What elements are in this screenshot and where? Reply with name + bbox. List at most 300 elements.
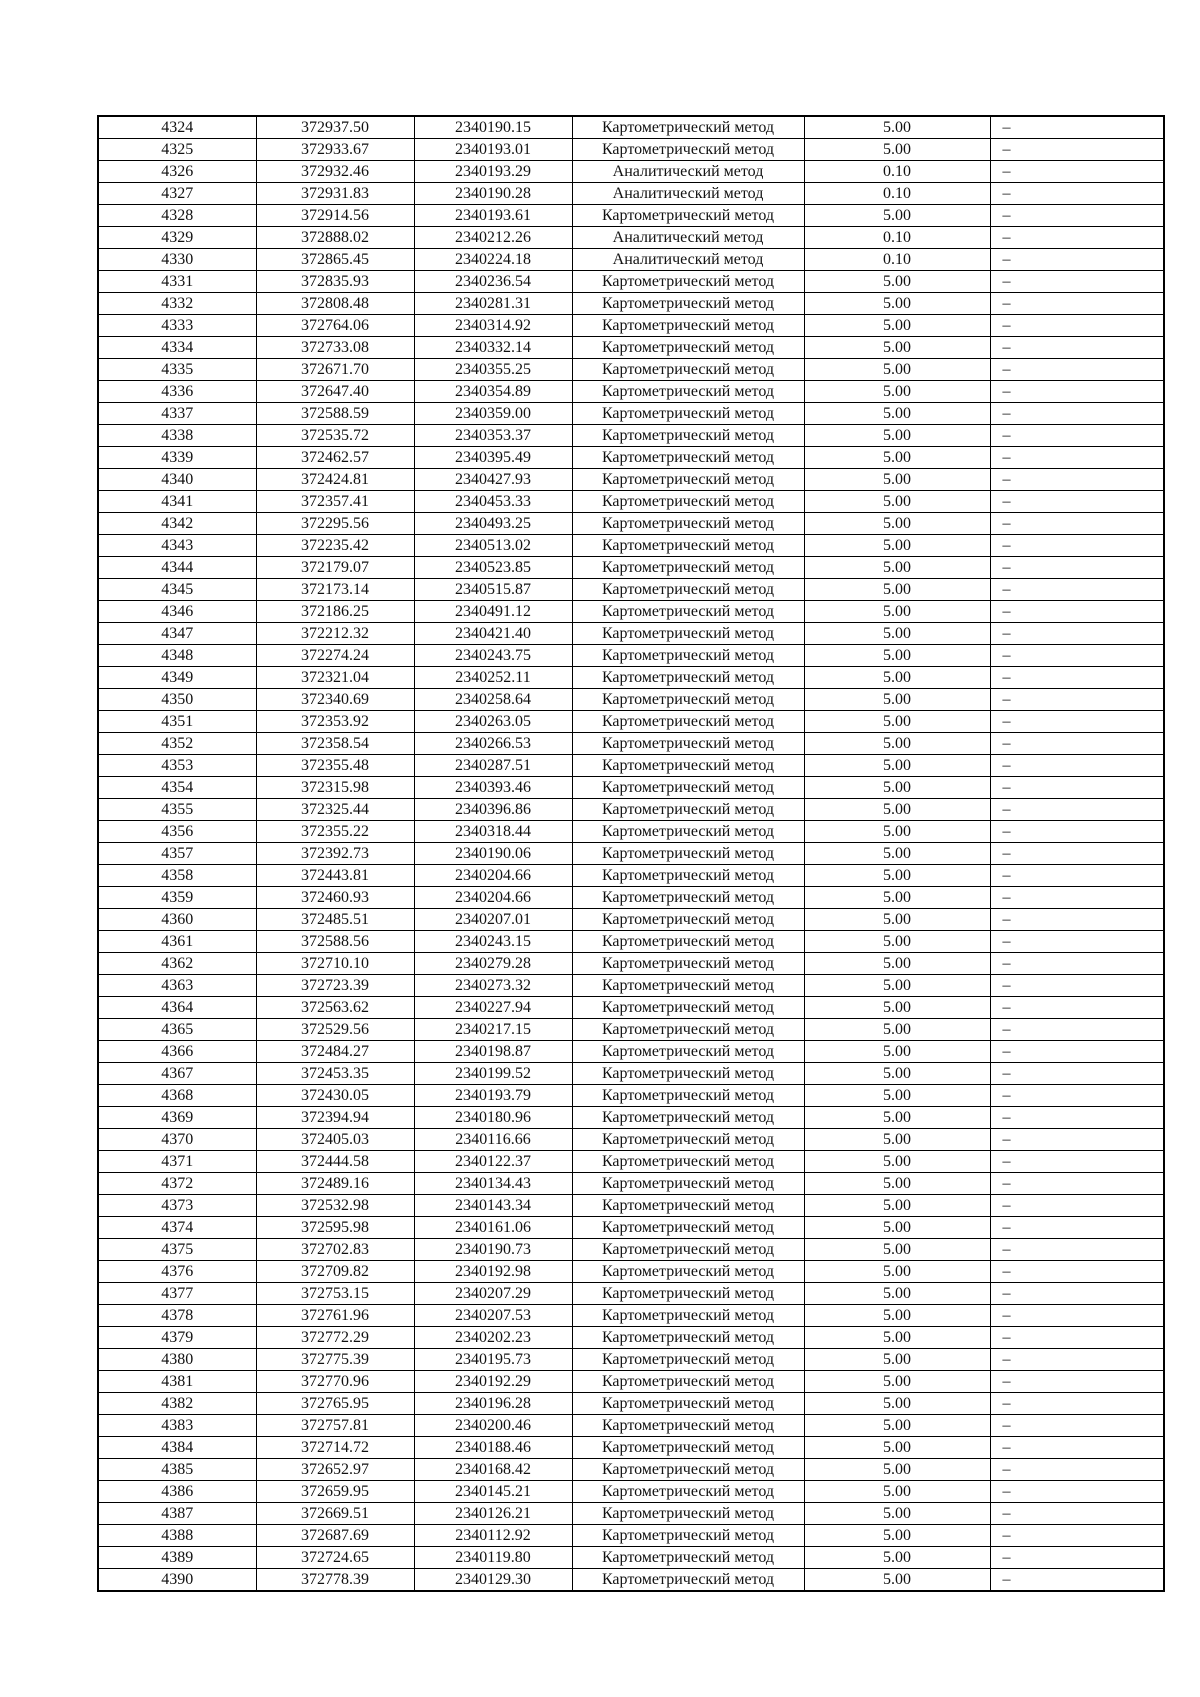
y-coordinate-cell: 2340421.40: [414, 623, 572, 645]
method-cell: Картометрический метод: [572, 116, 804, 139]
note-cell: –: [990, 447, 1164, 469]
point-number-cell: 4387: [98, 1503, 256, 1525]
y-coordinate-cell: 2340523.85: [414, 557, 572, 579]
method-cell: Картометрический метод: [572, 1151, 804, 1173]
method-cell: Картометрический метод: [572, 139, 804, 161]
accuracy-cell: 5.00: [804, 733, 990, 755]
y-coordinate-cell: 2340190.73: [414, 1239, 572, 1261]
table-row: [98, 1371, 1164, 1393]
x-coordinate-cell: 372444.58: [256, 1151, 414, 1173]
note-cell: –: [990, 667, 1164, 689]
point-number-cell: 4347: [98, 623, 256, 645]
method-cell: Картометрический метод: [572, 601, 804, 623]
y-coordinate-cell: 2340129.30: [414, 1569, 572, 1592]
y-coordinate-cell: 2340116.66: [414, 1129, 572, 1151]
point-number-cell: 4386: [98, 1481, 256, 1503]
note-cell: –: [990, 535, 1164, 557]
method-cell: Картометрический метод: [572, 1107, 804, 1129]
x-coordinate-cell: 372770.96: [256, 1371, 414, 1393]
accuracy-cell: 5.00: [804, 799, 990, 821]
method-cell: Картометрический метод: [572, 1327, 804, 1349]
method-cell: Картометрический метод: [572, 447, 804, 469]
accuracy-cell: 5.00: [804, 953, 990, 975]
x-coordinate-cell: 372535.72: [256, 425, 414, 447]
accuracy-cell: 5.00: [804, 337, 990, 359]
note-cell: –: [990, 1569, 1164, 1592]
point-number-cell: 4377: [98, 1283, 256, 1305]
accuracy-cell: 5.00: [804, 997, 990, 1019]
y-coordinate-cell: 2340204.66: [414, 887, 572, 909]
point-number-cell: 4355: [98, 799, 256, 821]
x-coordinate-cell: 372315.98: [256, 777, 414, 799]
table-row: [98, 403, 1164, 425]
table-row: [98, 579, 1164, 601]
y-coordinate-cell: 2340143.34: [414, 1195, 572, 1217]
method-cell: Картометрический метод: [572, 909, 804, 931]
table-row: [98, 1085, 1164, 1107]
y-coordinate-cell: 2340224.18: [414, 249, 572, 271]
accuracy-cell: 5.00: [804, 425, 990, 447]
note-cell: –: [990, 1217, 1164, 1239]
table-row: [98, 1261, 1164, 1283]
x-coordinate-cell: 372714.72: [256, 1437, 414, 1459]
accuracy-cell: 5.00: [804, 711, 990, 733]
x-coordinate-cell: 372659.95: [256, 1481, 414, 1503]
y-coordinate-cell: 2340227.94: [414, 997, 572, 1019]
accuracy-cell: 5.00: [804, 447, 990, 469]
point-number-cell: 4365: [98, 1019, 256, 1041]
point-number-cell: 4370: [98, 1129, 256, 1151]
x-coordinate-cell: 372808.48: [256, 293, 414, 315]
x-coordinate-cell: 372937.50: [256, 116, 414, 139]
x-coordinate-cell: 372709.82: [256, 1261, 414, 1283]
x-coordinate-cell: 372453.35: [256, 1063, 414, 1085]
y-coordinate-cell: 2340258.64: [414, 689, 572, 711]
accuracy-cell: 5.00: [804, 1525, 990, 1547]
y-coordinate-cell: 2340427.93: [414, 469, 572, 491]
note-cell: –: [990, 1459, 1164, 1481]
y-coordinate-cell: 2340161.06: [414, 1217, 572, 1239]
x-coordinate-cell: 372865.45: [256, 249, 414, 271]
y-coordinate-cell: 2340180.96: [414, 1107, 572, 1129]
note-cell: –: [990, 1063, 1164, 1085]
point-number-cell: 4380: [98, 1349, 256, 1371]
method-cell: Картометрический метод: [572, 931, 804, 953]
note-cell: –: [990, 161, 1164, 183]
point-number-cell: 4345: [98, 579, 256, 601]
method-cell: Картометрический метод: [572, 1503, 804, 1525]
point-number-cell: 4360: [98, 909, 256, 931]
y-coordinate-cell: 2340332.14: [414, 337, 572, 359]
note-cell: –: [990, 293, 1164, 315]
accuracy-cell: 5.00: [804, 205, 990, 227]
accuracy-cell: 5.00: [804, 1569, 990, 1592]
y-coordinate-cell: 2340207.29: [414, 1283, 572, 1305]
method-cell: Картометрический метод: [572, 777, 804, 799]
method-cell: Картометрический метод: [572, 381, 804, 403]
x-coordinate-cell: 372484.27: [256, 1041, 414, 1063]
y-coordinate-cell: 2340393.46: [414, 777, 572, 799]
note-cell: –: [990, 227, 1164, 249]
accuracy-cell: 5.00: [804, 601, 990, 623]
x-coordinate-cell: 372489.16: [256, 1173, 414, 1195]
y-coordinate-cell: 2340493.25: [414, 513, 572, 535]
note-cell: –: [990, 469, 1164, 491]
x-coordinate-cell: 372355.22: [256, 821, 414, 843]
method-cell: Картометрический метод: [572, 755, 804, 777]
accuracy-cell: 5.00: [804, 1437, 990, 1459]
y-coordinate-cell: 2340355.25: [414, 359, 572, 381]
y-coordinate-cell: 2340395.49: [414, 447, 572, 469]
point-number-cell: 4343: [98, 535, 256, 557]
point-number-cell: 4338: [98, 425, 256, 447]
point-number-cell: 4327: [98, 183, 256, 205]
x-coordinate-cell: 372835.93: [256, 271, 414, 293]
point-number-cell: 4357: [98, 843, 256, 865]
accuracy-cell: 0.10: [804, 227, 990, 249]
method-cell: Картометрический метод: [572, 1217, 804, 1239]
table-row: [98, 601, 1164, 623]
table-row: [98, 381, 1164, 403]
method-cell: Картометрический метод: [572, 975, 804, 997]
accuracy-cell: 5.00: [804, 975, 990, 997]
x-coordinate-cell: 372340.69: [256, 689, 414, 711]
y-coordinate-cell: 2340212.26: [414, 227, 572, 249]
point-number-cell: 4354: [98, 777, 256, 799]
x-coordinate-cell: 372588.59: [256, 403, 414, 425]
method-cell: Картометрический метод: [572, 1569, 804, 1592]
table-row: [98, 1239, 1164, 1261]
y-coordinate-cell: 2340318.44: [414, 821, 572, 843]
note-cell: –: [990, 799, 1164, 821]
y-coordinate-cell: 2340126.21: [414, 1503, 572, 1525]
point-number-cell: 4352: [98, 733, 256, 755]
table-row: [98, 953, 1164, 975]
note-cell: –: [990, 315, 1164, 337]
note-cell: –: [990, 711, 1164, 733]
y-coordinate-cell: 2340168.42: [414, 1459, 572, 1481]
note-cell: –: [990, 1327, 1164, 1349]
method-cell: Картометрический метод: [572, 469, 804, 491]
x-coordinate-cell: 372173.14: [256, 579, 414, 601]
accuracy-cell: 5.00: [804, 1327, 990, 1349]
table-row: [98, 1459, 1164, 1481]
y-coordinate-cell: 2340196.28: [414, 1393, 572, 1415]
note-cell: –: [990, 1173, 1164, 1195]
table-row: [98, 931, 1164, 953]
table-row: [98, 535, 1164, 557]
method-cell: Картометрический метод: [572, 1393, 804, 1415]
method-cell: Картометрический метод: [572, 1195, 804, 1217]
note-cell: –: [990, 557, 1164, 579]
table-row: [98, 227, 1164, 249]
accuracy-cell: 5.00: [804, 1393, 990, 1415]
note-cell: –: [990, 1041, 1164, 1063]
y-coordinate-cell: 2340359.00: [414, 403, 572, 425]
table-row: [98, 116, 1164, 139]
note-cell: –: [990, 1503, 1164, 1525]
table-row: [98, 1283, 1164, 1305]
x-coordinate-cell: 372532.98: [256, 1195, 414, 1217]
method-cell: Картометрический метод: [572, 733, 804, 755]
method-cell: Картометрический метод: [572, 711, 804, 733]
table-row: [98, 513, 1164, 535]
table-row: [98, 1569, 1164, 1592]
y-coordinate-cell: 2340287.51: [414, 755, 572, 777]
point-number-cell: 4325: [98, 139, 256, 161]
accuracy-cell: 5.00: [804, 689, 990, 711]
table-row: [98, 469, 1164, 491]
method-cell: Картометрический метод: [572, 1063, 804, 1085]
accuracy-cell: 5.00: [804, 116, 990, 139]
point-number-cell: 4350: [98, 689, 256, 711]
method-cell: Картометрический метод: [572, 513, 804, 535]
x-coordinate-cell: 372914.56: [256, 205, 414, 227]
table-row: [98, 205, 1164, 227]
note-cell: –: [990, 1305, 1164, 1327]
note-cell: –: [990, 403, 1164, 425]
accuracy-cell: 5.00: [804, 1129, 990, 1151]
method-cell: Картометрический метод: [572, 1547, 804, 1569]
point-number-cell: 4390: [98, 1569, 256, 1592]
note-cell: –: [990, 1239, 1164, 1261]
point-number-cell: 4382: [98, 1393, 256, 1415]
accuracy-cell: 5.00: [804, 777, 990, 799]
method-cell: Картометрический метод: [572, 491, 804, 513]
table-row: [98, 447, 1164, 469]
accuracy-cell: 5.00: [804, 491, 990, 513]
method-cell: Картометрический метод: [572, 315, 804, 337]
accuracy-cell: 5.00: [804, 645, 990, 667]
y-coordinate-cell: 2340243.75: [414, 645, 572, 667]
y-coordinate-cell: 2340198.87: [414, 1041, 572, 1063]
method-cell: Картометрический метод: [572, 1415, 804, 1437]
point-number-cell: 4326: [98, 161, 256, 183]
y-coordinate-cell: 2340273.32: [414, 975, 572, 997]
accuracy-cell: 5.00: [804, 1283, 990, 1305]
note-cell: –: [990, 953, 1164, 975]
y-coordinate-cell: 2340263.05: [414, 711, 572, 733]
point-number-cell: 4351: [98, 711, 256, 733]
x-coordinate-cell: 372733.08: [256, 337, 414, 359]
accuracy-cell: 5.00: [804, 843, 990, 865]
x-coordinate-cell: 372724.65: [256, 1547, 414, 1569]
x-coordinate-cell: 372529.56: [256, 1019, 414, 1041]
note-cell: –: [990, 1195, 1164, 1217]
accuracy-cell: 5.00: [804, 623, 990, 645]
x-coordinate-cell: 372765.95: [256, 1393, 414, 1415]
y-coordinate-cell: 2340190.15: [414, 116, 572, 139]
note-cell: –: [990, 865, 1164, 887]
note-cell: –: [990, 755, 1164, 777]
note-cell: –: [990, 249, 1164, 271]
table-row: [98, 1173, 1164, 1195]
point-number-cell: 4356: [98, 821, 256, 843]
table-row: [98, 1129, 1164, 1151]
note-cell: –: [990, 821, 1164, 843]
point-number-cell: 4329: [98, 227, 256, 249]
note-cell: –: [990, 1261, 1164, 1283]
point-number-cell: 4346: [98, 601, 256, 623]
point-number-cell: 4330: [98, 249, 256, 271]
y-coordinate-cell: 2340314.92: [414, 315, 572, 337]
accuracy-cell: 5.00: [804, 1173, 990, 1195]
x-coordinate-cell: 372775.39: [256, 1349, 414, 1371]
accuracy-cell: 0.10: [804, 161, 990, 183]
table-row: [98, 821, 1164, 843]
method-cell: Картометрический метод: [572, 821, 804, 843]
table-row: [98, 359, 1164, 381]
x-coordinate-cell: 372702.83: [256, 1239, 414, 1261]
accuracy-cell: 5.00: [804, 271, 990, 293]
y-coordinate-cell: 2340193.29: [414, 161, 572, 183]
method-cell: Картометрический метод: [572, 535, 804, 557]
method-cell: Картометрический метод: [572, 1019, 804, 1041]
y-coordinate-cell: 2340112.92: [414, 1525, 572, 1547]
note-cell: –: [990, 359, 1164, 381]
method-cell: Картометрический метод: [572, 1283, 804, 1305]
x-coordinate-cell: 372485.51: [256, 909, 414, 931]
accuracy-cell: 5.00: [804, 909, 990, 931]
table-row: [98, 271, 1164, 293]
point-number-cell: 4349: [98, 667, 256, 689]
point-number-cell: 4385: [98, 1459, 256, 1481]
accuracy-cell: 5.00: [804, 887, 990, 909]
note-cell: –: [990, 931, 1164, 953]
point-number-cell: 4332: [98, 293, 256, 315]
note-cell: –: [990, 1481, 1164, 1503]
y-coordinate-cell: 2340236.54: [414, 271, 572, 293]
table-row: [98, 249, 1164, 271]
accuracy-cell: 5.00: [804, 579, 990, 601]
accuracy-cell: 5.00: [804, 1547, 990, 1569]
point-number-cell: 4383: [98, 1415, 256, 1437]
note-cell: –: [990, 645, 1164, 667]
table-row: [98, 1305, 1164, 1327]
note-cell: –: [990, 777, 1164, 799]
point-number-cell: 4358: [98, 865, 256, 887]
note-cell: –: [990, 139, 1164, 161]
y-coordinate-cell: 2340513.02: [414, 535, 572, 557]
note-cell: –: [990, 909, 1164, 931]
point-number-cell: 4369: [98, 1107, 256, 1129]
table-row: [98, 711, 1164, 733]
x-coordinate-cell: 372460.93: [256, 887, 414, 909]
x-coordinate-cell: 372563.62: [256, 997, 414, 1019]
table-row: [98, 1217, 1164, 1239]
x-coordinate-cell: 372430.05: [256, 1085, 414, 1107]
table-row: [98, 887, 1164, 909]
point-number-cell: 4334: [98, 337, 256, 359]
note-cell: –: [990, 1019, 1164, 1041]
table-row: [98, 1195, 1164, 1217]
note-cell: –: [990, 1547, 1164, 1569]
x-coordinate-cell: 372235.42: [256, 535, 414, 557]
accuracy-cell: 5.00: [804, 1063, 990, 1085]
accuracy-cell: 5.00: [804, 535, 990, 557]
y-coordinate-cell: 2340354.89: [414, 381, 572, 403]
accuracy-cell: 5.00: [804, 1019, 990, 1041]
x-coordinate-cell: 372179.07: [256, 557, 414, 579]
accuracy-cell: 5.00: [804, 821, 990, 843]
x-coordinate-cell: 372394.94: [256, 1107, 414, 1129]
x-coordinate-cell: 372761.96: [256, 1305, 414, 1327]
point-number-cell: 4384: [98, 1437, 256, 1459]
table-row: [98, 997, 1164, 1019]
accuracy-cell: 5.00: [804, 1085, 990, 1107]
x-coordinate-cell: 372353.92: [256, 711, 414, 733]
accuracy-cell: 5.00: [804, 1415, 990, 1437]
method-cell: Картометрический метод: [572, 953, 804, 975]
accuracy-cell: 5.00: [804, 139, 990, 161]
table-row: [98, 139, 1164, 161]
y-coordinate-cell: 2340199.52: [414, 1063, 572, 1085]
note-cell: –: [990, 513, 1164, 535]
x-coordinate-cell: 372723.39: [256, 975, 414, 997]
accuracy-cell: 5.00: [804, 315, 990, 337]
y-coordinate-cell: 2340119.80: [414, 1547, 572, 1569]
note-cell: –: [990, 601, 1164, 623]
point-number-cell: 4362: [98, 953, 256, 975]
note-cell: –: [990, 1107, 1164, 1129]
point-number-cell: 4342: [98, 513, 256, 535]
note-cell: –: [990, 1349, 1164, 1371]
point-number-cell: 4337: [98, 403, 256, 425]
y-coordinate-cell: 2340145.21: [414, 1481, 572, 1503]
method-cell: Картометрический метод: [572, 1129, 804, 1151]
accuracy-cell: 5.00: [804, 667, 990, 689]
x-coordinate-cell: 372932.46: [256, 161, 414, 183]
note-cell: –: [990, 491, 1164, 513]
point-number-cell: 4339: [98, 447, 256, 469]
y-coordinate-cell: 2340279.28: [414, 953, 572, 975]
x-coordinate-cell: 372392.73: [256, 843, 414, 865]
method-cell: Картометрический метод: [572, 1525, 804, 1547]
accuracy-cell: 5.00: [804, 1041, 990, 1063]
x-coordinate-cell: 372772.29: [256, 1327, 414, 1349]
point-number-cell: 4336: [98, 381, 256, 403]
method-cell: Картометрический метод: [572, 271, 804, 293]
x-coordinate-cell: 372325.44: [256, 799, 414, 821]
method-cell: Картометрический метод: [572, 667, 804, 689]
accuracy-cell: 5.00: [804, 755, 990, 777]
x-coordinate-cell: 372588.56: [256, 931, 414, 953]
point-number-cell: 4363: [98, 975, 256, 997]
method-cell: Картометрический метод: [572, 645, 804, 667]
method-cell: Картометрический метод: [572, 997, 804, 1019]
y-coordinate-cell: 2340515.87: [414, 579, 572, 601]
y-coordinate-cell: 2340193.79: [414, 1085, 572, 1107]
method-cell: Картометрический метод: [572, 1261, 804, 1283]
y-coordinate-cell: 2340188.46: [414, 1437, 572, 1459]
note-cell: –: [990, 205, 1164, 227]
table-row: [98, 1393, 1164, 1415]
method-cell: Картометрический метод: [572, 425, 804, 447]
table-row: [98, 293, 1164, 315]
table-row: [98, 909, 1164, 931]
point-number-cell: 4388: [98, 1525, 256, 1547]
note-cell: –: [990, 579, 1164, 601]
table-row: [98, 491, 1164, 513]
accuracy-cell: 5.00: [804, 1481, 990, 1503]
table-row: [98, 1107, 1164, 1129]
table-row: [98, 1349, 1164, 1371]
note-cell: –: [990, 623, 1164, 645]
y-coordinate-cell: 2340353.37: [414, 425, 572, 447]
x-coordinate-cell: 372443.81: [256, 865, 414, 887]
point-number-cell: 4367: [98, 1063, 256, 1085]
accuracy-cell: 5.00: [804, 381, 990, 403]
